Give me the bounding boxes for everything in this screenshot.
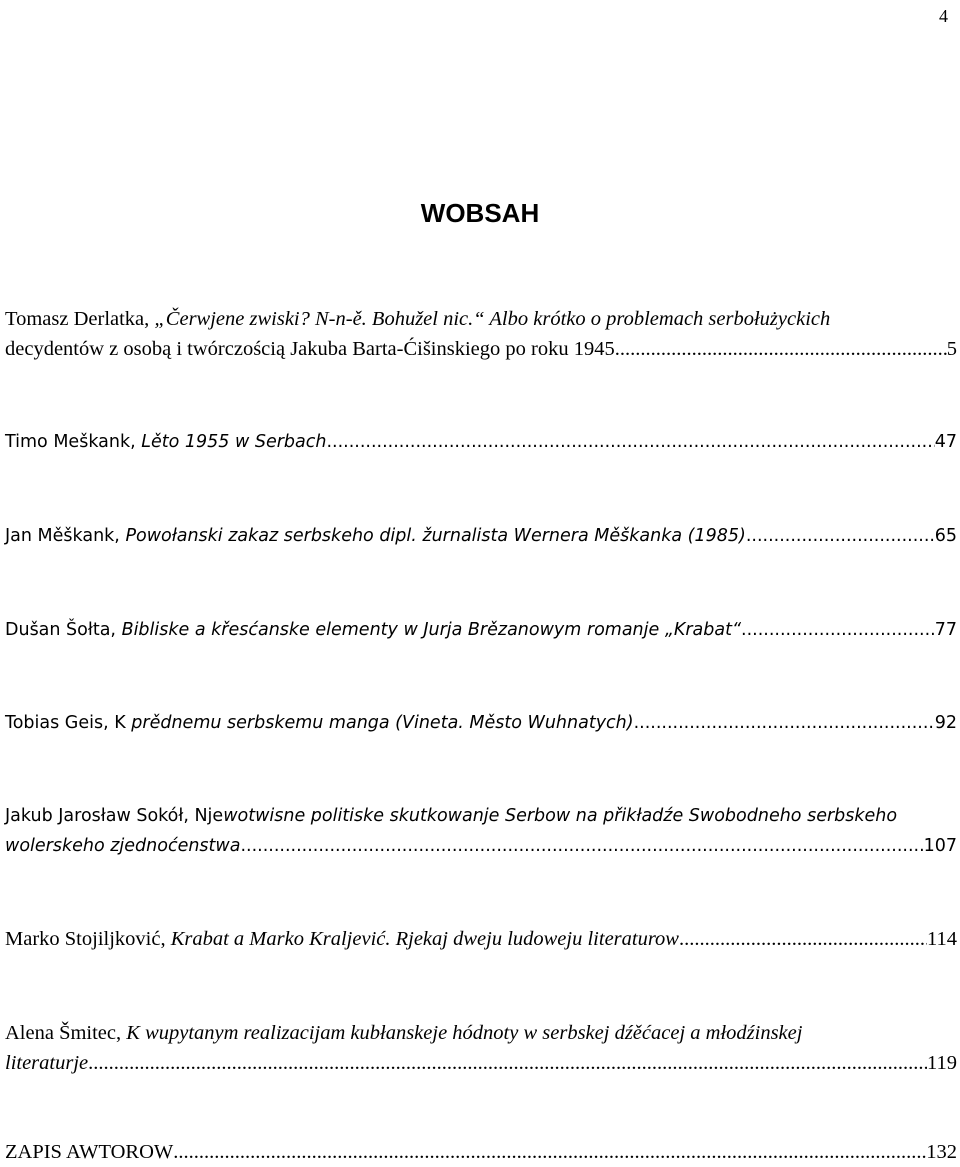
toc-page-number: 92 xyxy=(934,713,957,733)
toc-leader-dots xyxy=(326,427,934,457)
toc-leader-dots xyxy=(746,521,935,551)
toc-page-number: 65 xyxy=(934,526,957,546)
toc-entry-stojiljkovic xyxy=(5,924,957,954)
toc-entry-sokol xyxy=(5,801,957,861)
toc-entry-line xyxy=(5,521,957,551)
toc-page-number: 5 xyxy=(946,338,957,360)
page-title: WOBSAH xyxy=(420,198,540,228)
toc-title: prědnemu serbskemu manga (Vineta. Město Wuhnatych) xyxy=(131,713,634,733)
toc-entry-line xyxy=(5,1137,957,1167)
toc-title-continued: decydentów z osobą i twórczością Jakuba Barta-Ćišinskiego po roku 1945 xyxy=(5,338,615,360)
toc-author: Marko Stojiljković, xyxy=(5,928,171,950)
toc-entry-text xyxy=(5,427,326,457)
toc-title: wotwisne politiske skutkowanje Serbow na přikładźe Swobodneho serbskeho xyxy=(223,806,898,826)
toc-entry-line xyxy=(5,304,957,334)
toc-author: Tobias Geis, K xyxy=(5,713,132,733)
toc-title: K wupytanym realizacijam kubłanskeje hódnoty w serbskej dźěćacej a młodźinskej xyxy=(126,1022,803,1044)
toc-author: Dušan Šołta, xyxy=(5,620,122,640)
toc-entry-derlatka xyxy=(5,304,957,364)
toc-entry-text xyxy=(5,615,741,645)
toc-entry-line xyxy=(5,427,957,457)
toc-title: Lěto 1955 w Serbach xyxy=(141,432,327,452)
toc-leader-dots xyxy=(173,1137,926,1167)
toc-page-number: 132 xyxy=(926,1141,957,1163)
toc-entry-line xyxy=(5,924,957,954)
toc-leader-dots xyxy=(741,615,935,645)
toc-entry-meskank-jan xyxy=(5,521,957,551)
toc-entry-solta xyxy=(5,615,957,645)
toc-entry-geis xyxy=(5,708,957,738)
toc-author: Jakub Jarosław Sokół, Nje xyxy=(5,806,224,826)
toc-entry-smitec xyxy=(5,1018,957,1078)
toc-author: Alena Šmitec, xyxy=(5,1022,127,1044)
toc-entry-meskank-timo xyxy=(5,427,957,457)
toc-title: Bibliske a křesćanske elementy w Jurja Brězanowym romanje „Krabat“ xyxy=(121,620,742,640)
toc-entry-line xyxy=(5,1048,957,1078)
toc-entry-zapis-awtorow xyxy=(5,1137,957,1167)
toc-page-number: 77 xyxy=(934,620,957,640)
toc-page-number: 107 xyxy=(923,836,957,856)
toc-title-continued: literaturje xyxy=(5,1052,89,1074)
toc-title: „Čerwjene zwiski? N-n-ě. Bohužel nic.“ Albo krótko o problemach serbołużyckich xyxy=(154,308,831,330)
toc-leader-dots xyxy=(240,831,923,861)
toc-entry-line xyxy=(5,708,957,738)
toc-title: Powołanski zakaz serbskeho dipl. žurnalista Wernera Měškanka (1985) xyxy=(125,526,746,546)
toc-author: Timo Meškank, xyxy=(5,432,142,452)
toc-entry-text xyxy=(5,924,679,954)
toc-page-number: 119 xyxy=(927,1052,957,1074)
toc-entry-line xyxy=(5,334,957,364)
toc-author: Jan Měškank, xyxy=(5,526,126,546)
toc-title-continued: wolerskeho zjednoćenstwa xyxy=(5,836,241,856)
toc-entry-label: ZAPIS AWTOROW xyxy=(5,1141,174,1163)
toc-leader-dots xyxy=(679,924,927,954)
toc-entry-line xyxy=(5,1018,957,1048)
toc-page-number: 47 xyxy=(934,432,957,452)
toc-leader-dots xyxy=(634,708,935,738)
toc-entry-line xyxy=(5,831,957,861)
toc-entry-text xyxy=(5,708,634,738)
toc-title: Krabat a Marko Kraljević. Rjekaj dweju ludoweju literaturow xyxy=(170,928,679,950)
toc-entry-line xyxy=(5,615,957,645)
toc-leader-dots xyxy=(88,1048,927,1078)
toc-entry-line xyxy=(5,801,957,831)
toc-entry-text xyxy=(5,521,746,551)
page-number: 4 xyxy=(939,6,948,26)
toc-leader-dots xyxy=(615,334,947,364)
toc-author: Tomasz Derlatka, xyxy=(5,308,155,330)
toc-page-number: 114 xyxy=(927,928,957,950)
